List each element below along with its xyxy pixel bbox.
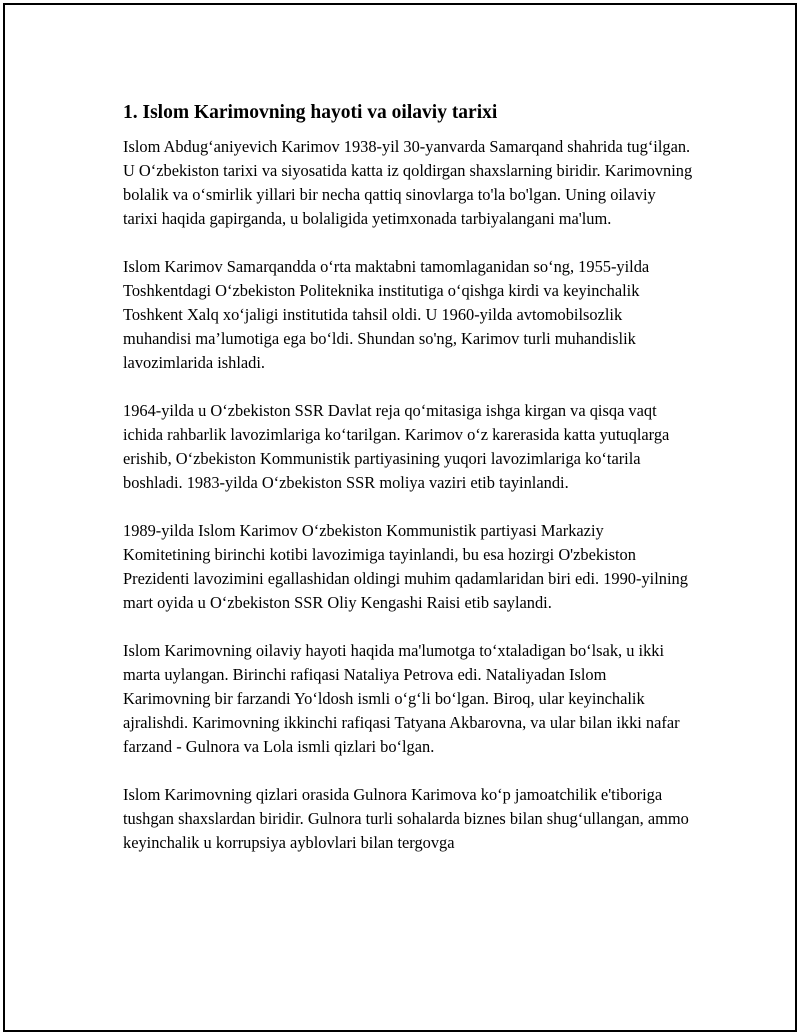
- paragraph-leadership: 1989-yilda Islom Karimov O‘zbekiston Kommunistik partiyasi Markaziy Komitetining birinchi kotibi lavozimiga tayinlandi, bu esa hozirgi O'zbekiston Prezidenti lavozimini egallashidan oldingi muhim qadamlaridan biri edi. 1990-yilning mart oyida u O‘zbekiston SSR Oliy Kengashi Raisi etib saylandi.: [123, 521, 688, 612]
- paragraph-education: Islom Karimov Samarqandda o‘rta maktabni tamomlaganidan so‘ng, 1955-yilda Toshkentdagi O‘zbekiston Politeknika institutiga o‘qishga kirdi va keyinchalik Toshkent Xalq xo‘jaligi institutida tahsil oldi. U 1960-yilda avtomobilsozlik muhandisi ma’lumotiga ega bo‘ldi. Shundan so'ng, Karimov turli muhandislik lavozimlarida ishladi.: [123, 257, 650, 372]
- paragraph-career: 1964-yilda u O‘zbekiston SSR Davlat reja qo‘mitasiga ishga kirgan va qisqa vaqt ichida rahbarlik lavozimlariga ko‘tarilgan. Karimov o‘z karerasida katta yutuqlarga erishib, O‘zbekiston Kommunistik partiyasining yuqori lavozimlariga ko‘tarila boshladi. 1983-yilda O‘zbekiston SSR moliya vaziri etib tayinlandi.: [123, 401, 670, 492]
- paragraph-family: Islom Karimovning oilaviy hayoti haqida ma'lumotga to‘xtaladigan bo‘lsak, u ikki marta uylangan. Birinchi rafiqasi Nataliya Petrova edi. Nataliyadan Islom Karimovning bir farzandi Yo‘ldosh ismli o‘g‘li bo‘lgan. Biroq, ular keyinchalik ajralishdi. Karimovning ikkinchi rafiqasi Tatyana Akbarovna, va ular bilan ikki nafar farzand - Gulnora va Lola ismli qizlari bo‘lgan.: [123, 641, 680, 756]
- section-heading: 1. Islom Karimovning hayoti va oilaviy tarixi: [123, 102, 498, 123]
- document-body: [123, 101, 693, 879]
- paragraph-daughters: Islom Karimovning qizlari orasida Gulnora Karimova ko‘p jamoatchilik e'tiboriga tushgan shaxslardan biridir. Gulnora turli sohalarda biznes bilan shug‘ullangan, ammo keyinchalik u korrupsiya ayblovlari bilan tergovga: [123, 785, 689, 852]
- page-frame: [3, 3, 797, 1032]
- paragraph-birth: Islom Abdug‘aniyevich Karimov 1938-yil 30-yanvarda Samarqand shahrida tug‘ilgan. U O‘zbekiston tarixi va siyosatida katta iz qoldirgan shaxslarning biridir. Karimovning bolalik va o‘smirlik yillari bir necha qattiq sinovlarga to'la bo'lgan. Uning oilaviy tarixi haqida gapirganda, u bolaligida yetimxonada tarbiyalangani ma'lum.: [123, 137, 693, 228]
